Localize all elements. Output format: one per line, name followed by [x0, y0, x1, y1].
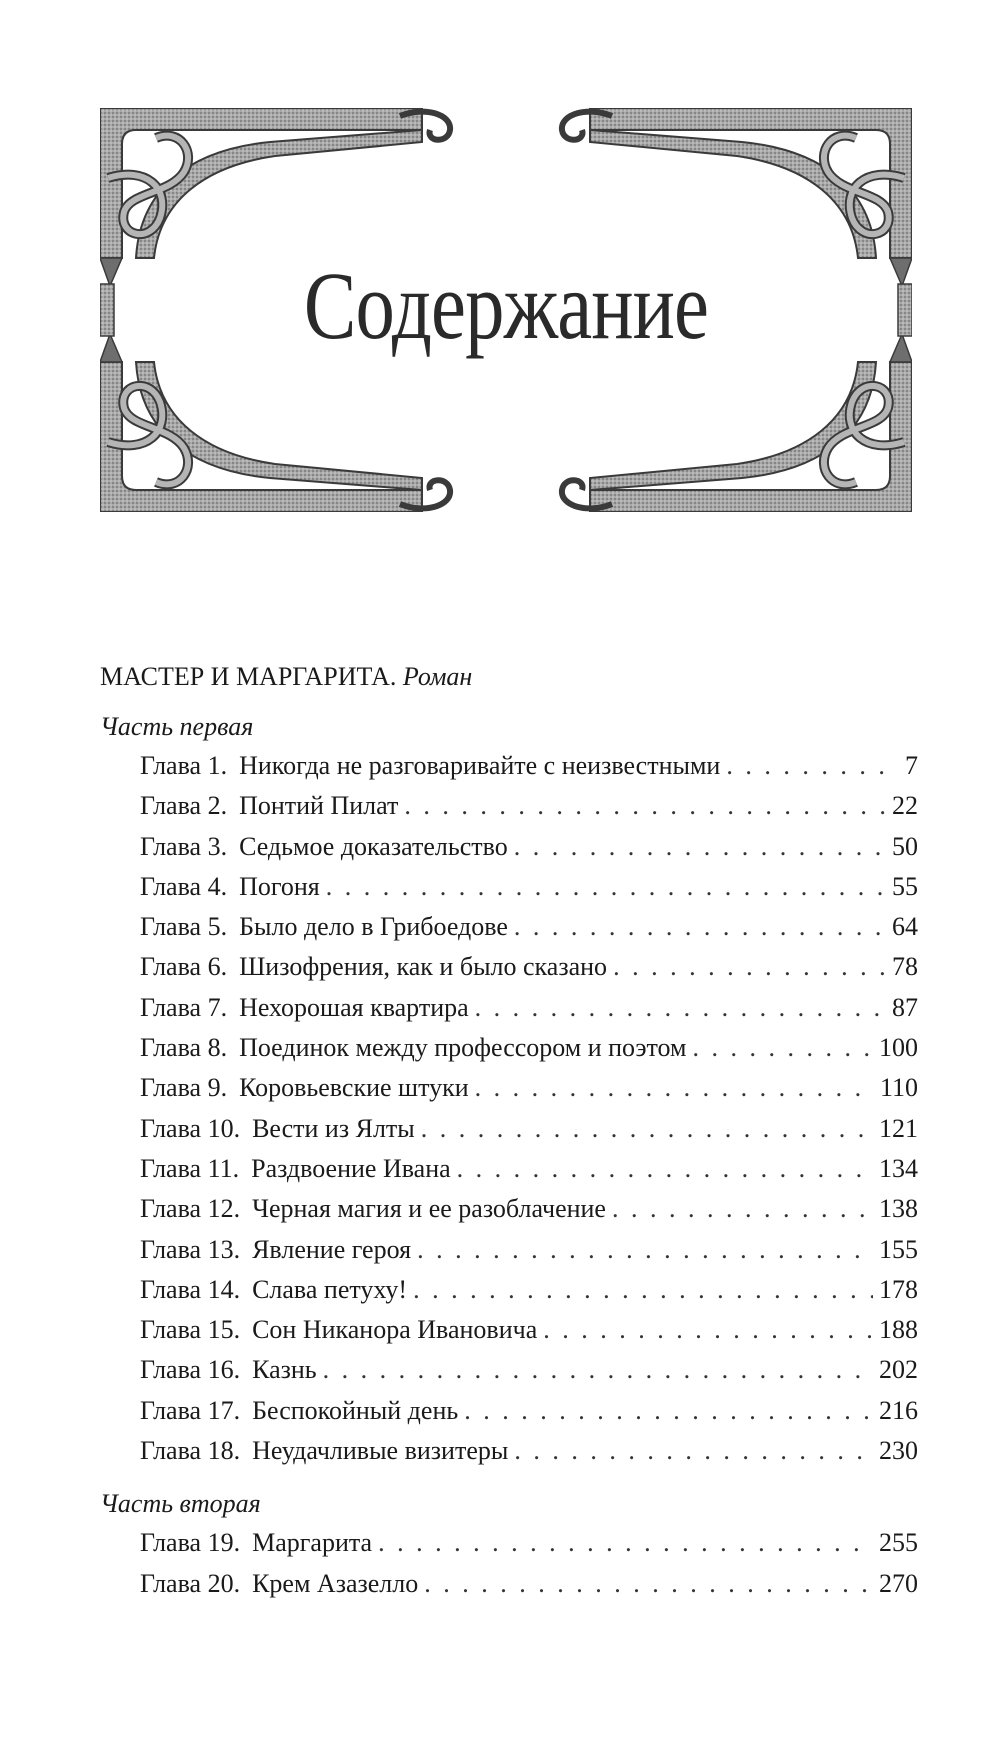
ornamental-frame: [100, 108, 912, 512]
chapter-label: Глава 19.: [140, 1528, 241, 1558]
chapter-list: [100, 746, 918, 1471]
page-number: 216: [879, 1395, 918, 1425]
page-number: 7: [905, 751, 918, 780]
chapter-title: Слава петуху!: [252, 1274, 408, 1304]
toc-entry[interactable]: [140, 1270, 918, 1310]
chapter-title: Маргарита: [252, 1528, 373, 1558]
page-number: 87: [892, 992, 918, 1022]
dot-leader: [378, 1523, 873, 1563]
page-number: 134: [879, 1153, 918, 1183]
page-number: 50: [892, 831, 918, 861]
chapter-title: Сон Никанора Ивановича: [252, 1315, 538, 1345]
chapter-title: Седьмое доказательство: [239, 831, 508, 861]
chapter-label: Глава 12.: [140, 1194, 241, 1224]
toc-entry[interactable]: [140, 1391, 918, 1431]
toc-entry[interactable]: [140, 1230, 918, 1270]
dot-leader: [421, 1109, 873, 1149]
dot-leader: [475, 988, 886, 1028]
toc-entry[interactable]: [140, 1068, 918, 1108]
chapter-label: Глава 13.: [140, 1234, 241, 1264]
part-title: Часть первая: [100, 712, 254, 741]
dot-leader: [424, 1564, 873, 1604]
dot-leader: [726, 746, 898, 786]
chapter-label: Глава 1.: [140, 751, 228, 780]
chapter-title: Было дело в Грибоедове: [239, 912, 508, 942]
chapter-title: Поединок между профессором и поэтом: [239, 1033, 687, 1063]
dot-leader: [417, 1230, 873, 1270]
chapter-list: [100, 1523, 918, 1604]
table-of-contents: [100, 656, 918, 1604]
chapter-label: Глава 20.: [140, 1568, 241, 1598]
chapter-title: Понтий Пилат: [239, 791, 399, 821]
toc-entry[interactable]: [140, 746, 918, 786]
toc-entry[interactable]: [140, 1350, 918, 1390]
chapter-label: Глава 8.: [140, 1033, 228, 1063]
dot-leader: [326, 867, 886, 907]
dot-leader: [612, 1189, 873, 1229]
page-number: 270: [879, 1568, 918, 1598]
toc-entry[interactable]: [140, 1310, 918, 1350]
chapter-title: Погоня: [239, 871, 320, 901]
dot-leader: [475, 1068, 874, 1108]
dot-leader: [543, 1310, 873, 1350]
page-number: 55: [892, 871, 918, 901]
page-title: Содержание: [303, 251, 709, 359]
dot-leader: [464, 1391, 873, 1431]
chapter-title: Раздвоение Ивана: [251, 1153, 451, 1183]
toc-entry[interactable]: [140, 1564, 918, 1604]
page-number: 110: [879, 1073, 918, 1103]
chapter-label: Глава 7.: [140, 992, 228, 1022]
toc-entry[interactable]: [140, 947, 918, 987]
chapter-label: Глава 17.: [140, 1395, 241, 1425]
dot-leader: [514, 907, 886, 947]
page-number: 100: [879, 1033, 918, 1063]
book-genre: Роман: [402, 662, 473, 691]
chapter-label: Глава 15.: [140, 1315, 241, 1345]
chapter-label: Глава 4.: [140, 871, 228, 901]
page-number: 188: [879, 1315, 918, 1345]
dot-leader: [613, 947, 886, 987]
page-number: 202: [879, 1355, 918, 1385]
toc-entry[interactable]: [140, 786, 918, 826]
dot-leader: [514, 827, 886, 867]
chapter-label: Глава 11.: [140, 1153, 240, 1183]
chapter-label: Глава 10.: [140, 1113, 241, 1143]
dot-leader: [323, 1350, 873, 1390]
toc-entry[interactable]: [140, 988, 918, 1028]
chapter-title: Беспокойный день: [252, 1395, 459, 1425]
chapter-title: Казнь: [252, 1355, 317, 1385]
chapter-label: Глава 6.: [140, 952, 228, 982]
page-number: 78: [892, 952, 918, 982]
toc-entry[interactable]: [140, 1109, 918, 1149]
page-number: 121: [879, 1113, 918, 1143]
chapter-label: Глава 18.: [140, 1436, 241, 1466]
page-number: 255: [879, 1528, 918, 1558]
chapter-title: Никогда не разговаривайте с неизвестными: [239, 751, 721, 780]
chapter-title: Явление героя: [252, 1234, 412, 1264]
toc-entry[interactable]: [140, 1523, 918, 1563]
chapter-title: Неудачливые визитеры: [252, 1436, 509, 1466]
toc-entry[interactable]: [140, 1189, 918, 1229]
chapter-title: Крем Азазелло: [252, 1568, 419, 1598]
chapter-label: Глава 3.: [140, 831, 228, 861]
dot-leader: [404, 786, 886, 826]
book-title: [100, 656, 918, 698]
chapter-label: Глава 5.: [140, 912, 228, 942]
chapter-label: Глава 16.: [140, 1355, 241, 1385]
page-number: 22: [892, 791, 918, 821]
toc-entry[interactable]: [140, 1431, 918, 1471]
dot-leader: [514, 1431, 873, 1471]
chapter-title: Черная магия и ее разоблачение: [252, 1194, 606, 1224]
chapter-label: Глава 9.: [140, 1073, 228, 1103]
chapter-title: Шизофрения, как и было сказано: [239, 952, 608, 982]
page-number: 138: [879, 1194, 918, 1224]
book-title-text: МАСТЕР И МАРГАРИТА.: [100, 662, 397, 691]
toc-entry[interactable]: [140, 1149, 918, 1189]
chapter-title: Вести из Ялты: [252, 1113, 415, 1143]
toc-entry[interactable]: [140, 1028, 918, 1068]
page-number: 64: [892, 912, 918, 942]
page-number: 155: [879, 1234, 918, 1264]
toc-entry[interactable]: [140, 827, 918, 867]
part-title: Часть вторая: [100, 1489, 261, 1519]
toc-entry[interactable]: [140, 867, 918, 907]
dot-leader: [457, 1149, 873, 1189]
dot-leader: [413, 1270, 873, 1310]
chapter-title: Нехорошая квартира: [239, 992, 469, 1022]
page-number: 230: [879, 1436, 918, 1466]
page-number: 178: [879, 1274, 918, 1304]
dot-leader: [693, 1028, 873, 1068]
chapter-title: Коровьевские штуки: [239, 1073, 469, 1103]
chapter-label: Глава 14.: [140, 1274, 241, 1304]
toc-entry[interactable]: [140, 907, 918, 947]
chapter-label: Глава 2.: [140, 791, 228, 821]
